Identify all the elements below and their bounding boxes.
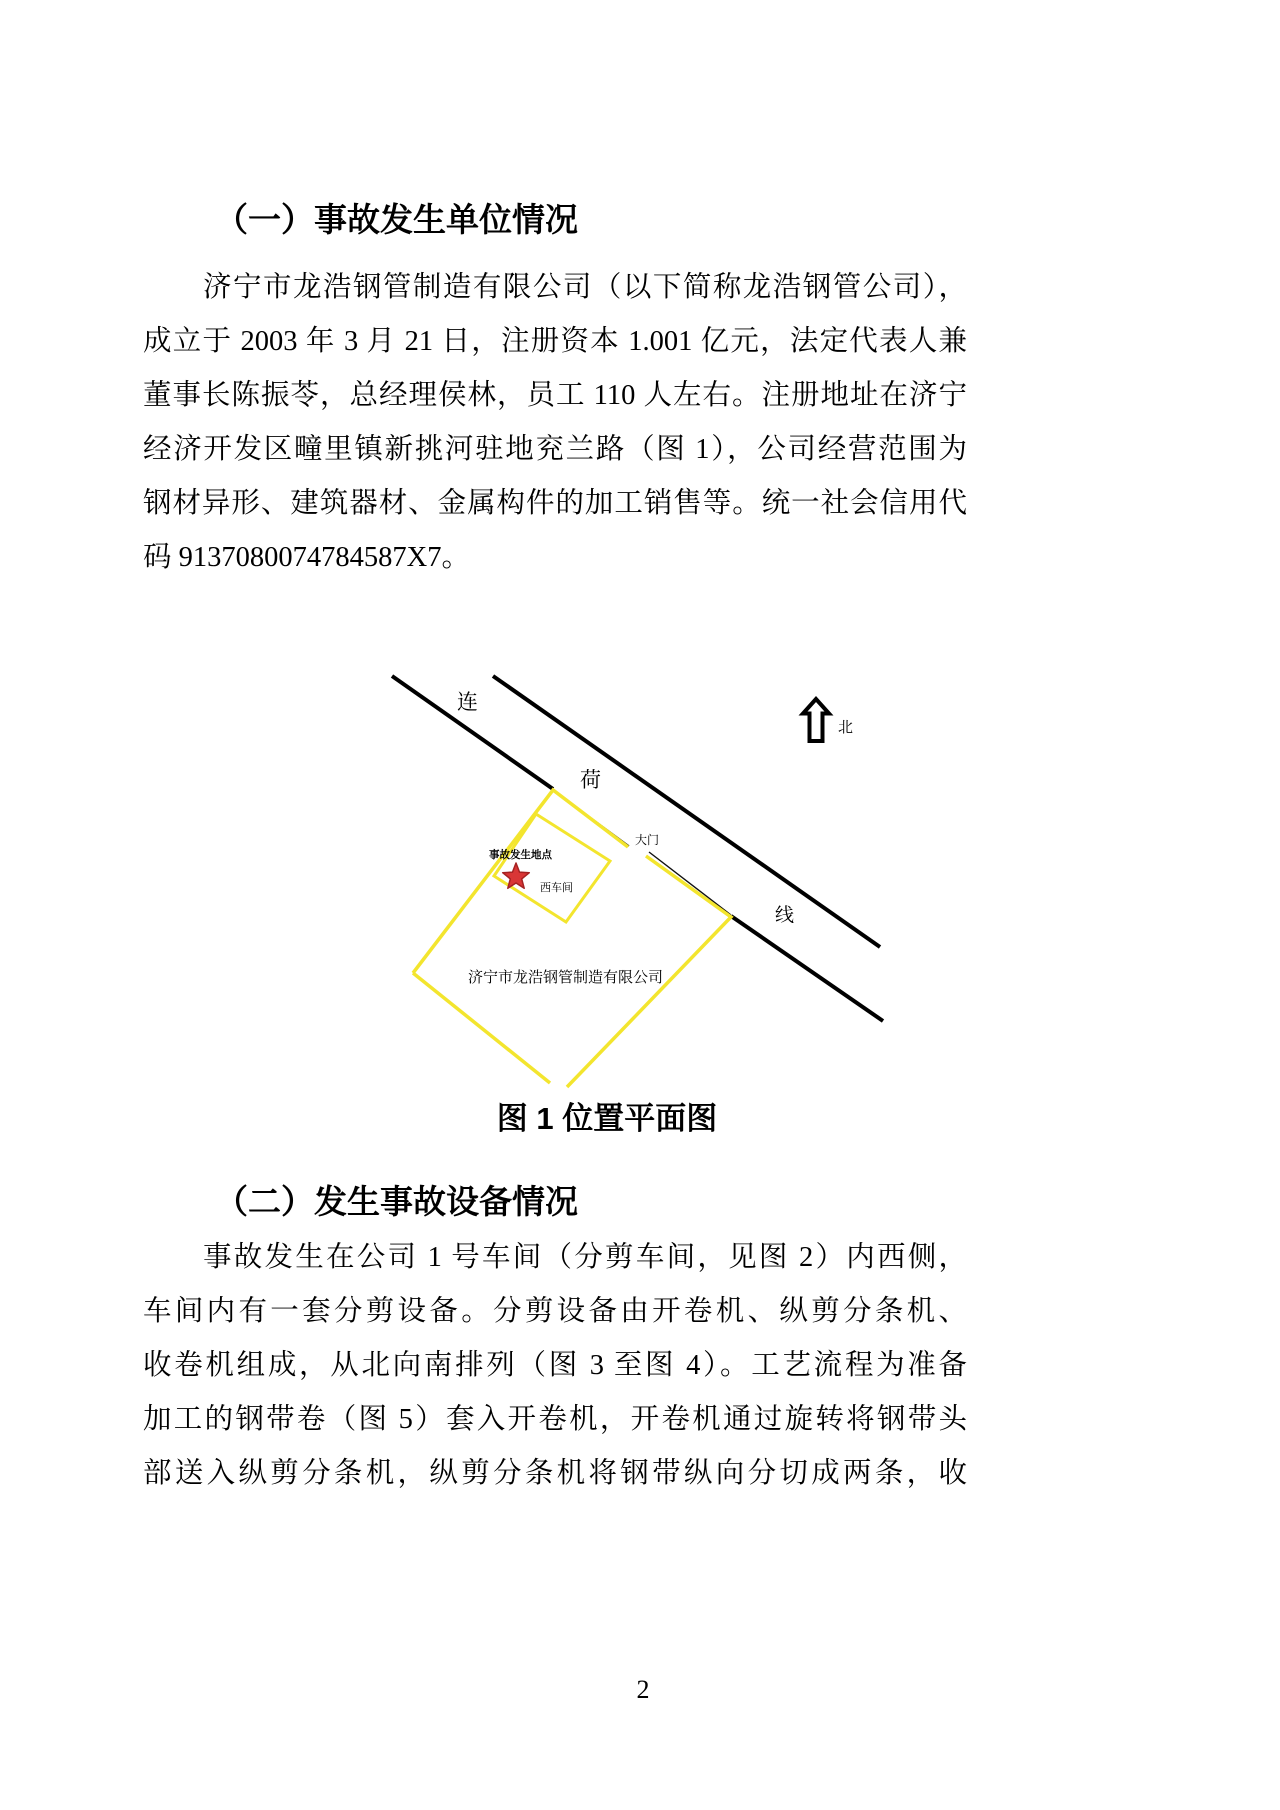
- section-heading-2: （二）发生事故设备情况: [215, 1183, 578, 1220]
- body-line: 事故发生在公司 1 号车间（分剪车间，见图 2）内西侧，: [203, 1242, 967, 1273]
- factory-boundary: [413, 973, 550, 1083]
- page-number: 2: [636, 1675, 650, 1704]
- road-name-char: 连: [457, 690, 478, 714]
- body-line: 钢材异形、建筑器材、金属构件的加工销售等。统一社会信用代: [143, 488, 967, 519]
- road-name-char: 荷: [580, 768, 601, 792]
- gate-label: 大门: [635, 833, 660, 847]
- road-name-char: 线: [775, 905, 795, 926]
- body-line: 董事长陈振苓，总经理侯林，员工 110 人左右。注册地址在济宁: [143, 380, 967, 411]
- figure-caption: 图 1 位置平面图: [496, 1101, 718, 1136]
- north-arrow-icon: [803, 699, 829, 741]
- west-workshop-label: 西车间: [540, 882, 573, 894]
- west-workshop-outline: [494, 814, 610, 922]
- frontage-line-after-gate: [649, 852, 731, 915]
- body-line: 车间内有一套分剪设备。分剪设备由开卷机、纵剪分条机、: [143, 1296, 967, 1327]
- body-line: 经济开发区疃里镇新挑河驻地兖兰路（图 1），公司经营范围为: [143, 434, 967, 465]
- site-plan-figure: [370, 660, 900, 1100]
- north-label: 北: [838, 720, 854, 736]
- section-heading-1: （一）事故发生单位情况: [215, 201, 578, 238]
- body-line: 码 9137080074784587X7。: [143, 542, 470, 573]
- company-label: 济宁市龙浩钢管制造有限公司: [468, 970, 664, 986]
- body-line: 成立于 2003 年 3 月 21 日，注册资本 1.001 亿元，法定代表人兼: [143, 326, 967, 357]
- body-line: 济宁市龙浩钢管制造有限公司（以下简称龙浩钢管公司），: [203, 272, 967, 303]
- body-line: 收卷机组成，从北向南排列（图 3 至图 4）。工艺流程为准备: [143, 1350, 967, 1381]
- accident-site-label: 事故发生地点: [489, 850, 552, 861]
- body-line: 加工的钢带卷（图 5）套入开卷机，开卷机通过旋转将钢带头: [143, 1404, 967, 1435]
- body-line: 部送入纵剪分条机，纵剪分条机将钢带纵向分切成两条，收: [143, 1458, 967, 1489]
